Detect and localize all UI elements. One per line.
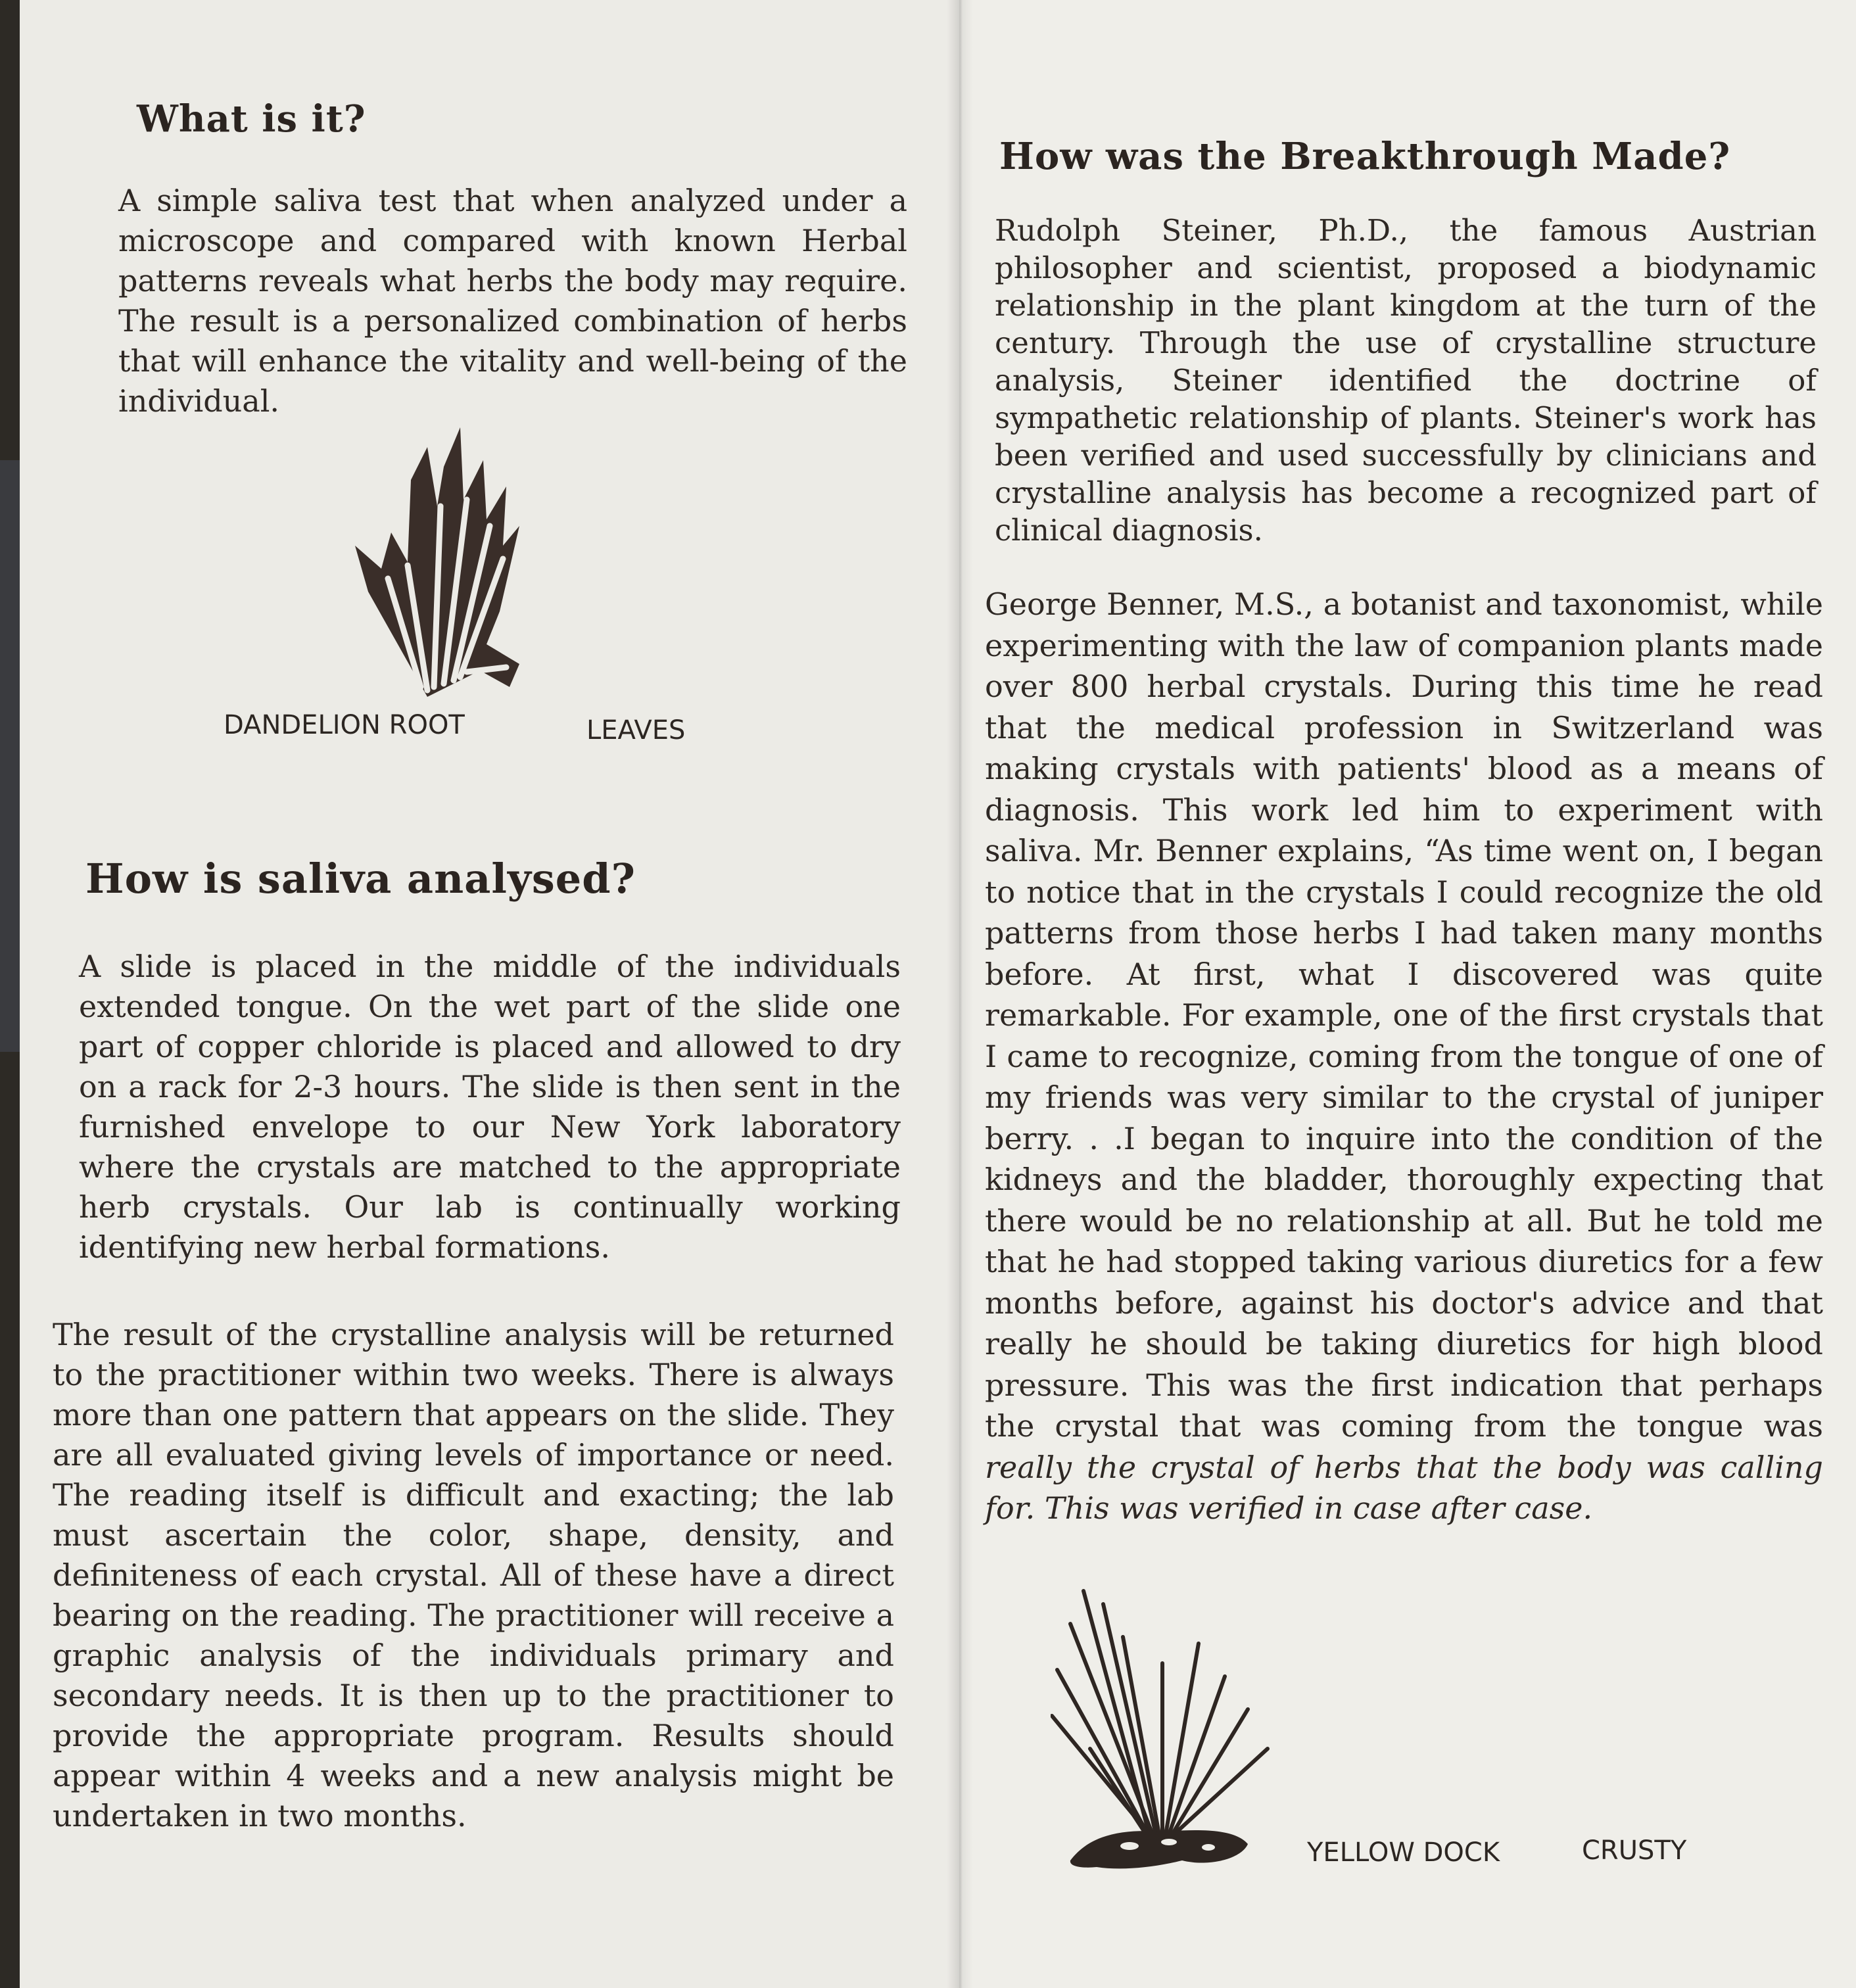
how-analysed-paragraph-1: A slide is placed in the middle of the individuals extended tongue. On the wet part of the slide one part of copper chloride is placed and allowed to dry on a rack for 2-3 hours. The slide is then sent in the furnished envelope to our New York laboratory where the crystals are matched to the appropriate herb crystals. Our lab is continually working identifying new herbal formations. — [79, 949, 901, 1265]
breakthrough-paragraph-2 — [985, 584, 1823, 1529]
yellow-dock-caption-right: CRUSTY — [1582, 1835, 1687, 1866]
left-page — [20, 0, 960, 1988]
dandelion-caption-right: LEAVES — [586, 715, 686, 746]
yellow-dock-caption-left: YELLOW DOCK — [1307, 1837, 1500, 1868]
table-surface — [0, 460, 20, 1052]
page-fold-shadow — [947, 0, 973, 1988]
what-is-it-heading: What is it? — [137, 97, 366, 141]
yellow-dock-crystal-illustration — [1051, 1584, 1274, 1874]
how-analysed-heading: How is saliva analysed? — [85, 855, 636, 903]
dandelion-root-crystal-illustration — [329, 427, 526, 703]
dandelion-caption-left: DANDELION ROOT — [224, 710, 465, 740]
breakthrough-paragraph-2-text: George Benner, M.S., a botanist and taxonomist, while experimenting with the law of companion plants made over 800 herbal crystals. During this time he read that the medical profession in Switzerland was making crystals with patients' blood as a means of diagnosis. This work led him to experiment with saliva. Mr. Benner explains, “As time went on, I began to notice that in the crystals I could recognize the old patterns from those herbs I had taken many months before. At first, what I discovered was quite remarkable. For example, one of the first crystals that I came to recognize, coming from the tongue of one of my friends was very similar to the crystal of juniper berry. . .I began to inquire into the condition of the kidneys and the bladder, thoroughly expecting that there would be no relationship at all. But he told me that he had stopped taking various diuretics for a few months before, against his doctor's advice and that really he should be taking diuretics for high blood pressure. This was the first indication that perhaps the crystal that was coming from the tongue was — [985, 586, 1823, 1444]
breakthrough-heading: How was the Breakthrough Made? — [999, 135, 1731, 178]
breakthrough-paragraph-1: Rudolph Steiner, Ph.D., the famous Austrian philosopher and scientist, proposed a biodynamic relationship in the plant kingdom at the turn of the century. Through the use of crystalline structure analysis, Steiner identified the doctrine of sympathetic relationship of plants. Steiner's work has been verified and used successfully by clinicians and crystalline analysis has become a recognized part of clinical diagnosis. — [995, 213, 1817, 548]
how-analysed-paragraph-2: The result of the crystalline analysis will be returned to the practitioner within two weeks. There is always more than one pattern that appears on the slide. They are all evaluated giving levels of importance or need. The reading itself is difficult and exacting; the lab must ascertain the color, shape, density, and definiteness of each crystal. All of these have a direct bearing on the reading. The practitioner will receive a graphic analysis of the individuals primary and secondary needs. It is then up to the practitioner to provide the appropriate program. Results should appear within 4 weeks and a new analysis might be undertaken in two months. — [53, 1317, 894, 1834]
breakthrough-paragraph-2-italic: really the crystal of herbs that the body was calling for. This was verified in case after case. — [985, 1449, 1823, 1526]
what-is-it-body: A simple saliva test that when analyzed under a microscope and compared with known Herbal patterns reveals what herbs the body may require. The result is a personalized combination of herbs that will enhance the vitality and well-being of the individual. — [118, 183, 907, 419]
right-page — [959, 0, 1856, 1988]
